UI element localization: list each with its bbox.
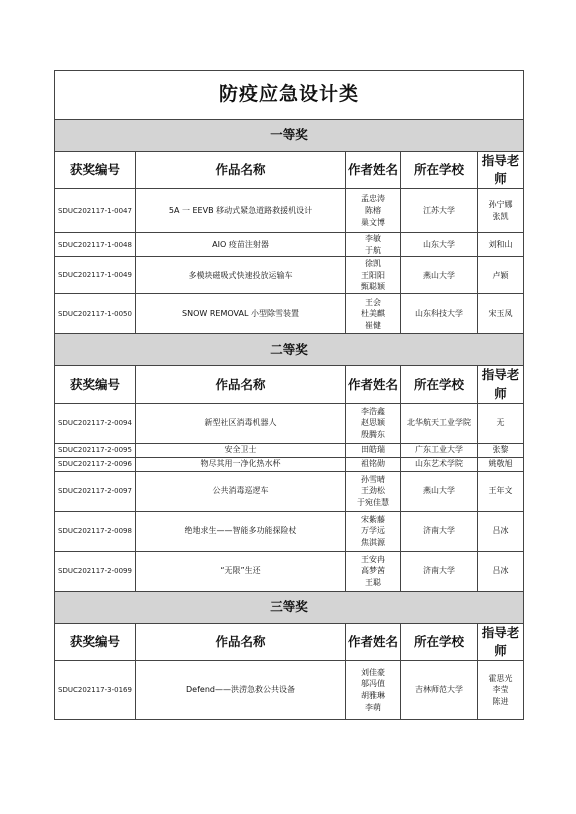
work-name-header: 作品名称: [136, 366, 346, 403]
award-id-cell: SDUC202117-2-0098: [55, 511, 136, 551]
advisor-name: 李莹: [492, 685, 509, 695]
school-cell: 北华航天工业学院: [401, 403, 478, 443]
advisor-header: 指导老师: [478, 152, 524, 189]
advisor-name: 无: [496, 418, 505, 428]
advisor-name: 霍思光: [488, 673, 513, 683]
advisor-cell: [478, 294, 524, 334]
award-id-cell: SDUC202117-1-0047: [55, 189, 136, 233]
school-cell: 广东工业大学: [401, 443, 478, 457]
work-name-cell: 新型社区消毒机器人: [136, 403, 346, 443]
award-id-cell: SDUC202117-2-0094: [55, 403, 136, 443]
advisor-name: 刘和山: [488, 240, 513, 250]
author-name: 邬冯值: [361, 679, 385, 689]
school-header: 所在学校: [401, 623, 478, 660]
column-header-row: [55, 366, 524, 403]
author-name: 甄聪颖: [361, 282, 385, 292]
award-id-cell: SDUC202117-1-0048: [55, 233, 136, 257]
school-cell: 山东大学: [401, 233, 478, 257]
author-name: 杜美麒: [361, 309, 385, 319]
author-name: 王安冉: [361, 554, 385, 564]
advisor-name: 宋玉凤: [488, 309, 513, 319]
author-name: 祖铭勋: [361, 459, 385, 469]
author-name: 殷腾东: [361, 429, 385, 439]
table-row: [55, 551, 524, 591]
author-header: 作者姓名: [346, 366, 401, 403]
author-name: 高梦茜: [361, 566, 385, 576]
award-id-cell: SDUC202117-1-0049: [55, 257, 136, 294]
author-cell: [346, 471, 401, 511]
author-name: 刘佳豪: [361, 667, 385, 677]
author-name: 崔健: [365, 320, 381, 330]
author-cell: [346, 551, 401, 591]
advisor-cell: [478, 233, 524, 257]
work-name-cell: 绝地求生——智能多功能探险杖: [136, 511, 346, 551]
advisor-cell: [478, 443, 524, 457]
advisor-header: 指导老师: [478, 366, 524, 403]
author-name: 于宛佳慧: [357, 497, 389, 507]
table-row: [55, 403, 524, 443]
work-name-cell: SNOW REMOVAL 小型除雪装置: [136, 294, 346, 334]
advisor-name: 孙宁娜: [488, 200, 513, 210]
advisor-cell: [478, 471, 524, 511]
author-cell: [346, 189, 401, 233]
advisor-name: 张凯: [492, 211, 509, 221]
author-name: 孙雪晴: [361, 474, 385, 484]
work-name-header: 作品名称: [136, 623, 346, 660]
advisor-name: 王年文: [488, 486, 513, 496]
author-cell: [346, 294, 401, 334]
author-name: 王劲松: [361, 486, 385, 496]
section-row: [55, 591, 524, 623]
page-title: 防疫应急设计类: [55, 71, 524, 120]
award-id-header: 获奖编号: [55, 623, 136, 660]
award-level-title: 三等奖: [55, 591, 524, 623]
author-cell: [346, 233, 401, 257]
author-cell: [346, 257, 401, 294]
author-cell: [346, 443, 401, 457]
award-level-title: 一等奖: [55, 120, 524, 152]
school-cell: 济南大学: [401, 551, 478, 591]
author-name: 巢文博: [361, 217, 385, 227]
school-cell: 江苏大学: [401, 189, 478, 233]
advisor-name: 卢颖: [492, 270, 509, 280]
award-table-body: [55, 71, 524, 720]
school-header: 所在学校: [401, 366, 478, 403]
work-name-cell: Defend——洪涝急救公共设备: [136, 660, 346, 719]
author-name: 王会: [365, 297, 381, 307]
advisor-name: 吕冰: [492, 566, 509, 576]
advisor-cell: [478, 403, 524, 443]
section-row: [55, 334, 524, 366]
advisor-name: 吕冰: [492, 526, 509, 536]
section-row: [55, 120, 524, 152]
author-name: 宋紫藤: [361, 514, 385, 524]
author-name: 于航: [365, 245, 381, 255]
author-name: 赵思颖: [361, 418, 385, 428]
advisor-cell: [478, 257, 524, 294]
table-row: [55, 233, 524, 257]
column-header-row: [55, 623, 524, 660]
award-id-cell: SDUC202117-2-0095: [55, 443, 136, 457]
award-table: [54, 70, 524, 720]
author-name: 焦淇源: [361, 537, 385, 547]
work-name-cell: AIO 疫苗注射器: [136, 233, 346, 257]
author-name: 孟忠涛: [361, 194, 385, 204]
work-name-cell: 多模块磁吸式快速投放运输车: [136, 257, 346, 294]
award-id-cell: SDUC202117-2-0096: [55, 457, 136, 471]
school-cell: 济南大学: [401, 511, 478, 551]
table-row: [55, 294, 524, 334]
work-name-cell: 安全卫士: [136, 443, 346, 457]
advisor-cell: [478, 511, 524, 551]
author-name: 胡雅琳: [361, 690, 385, 700]
author-name: 陈榕: [365, 205, 381, 215]
author-cell: [346, 457, 401, 471]
school-header: 所在学校: [401, 152, 478, 189]
award-id-header: 获奖编号: [55, 152, 136, 189]
table-row: [55, 257, 524, 294]
table-row: [55, 443, 524, 457]
advisor-cell: [478, 457, 524, 471]
work-name-cell: 公共消毒巡逻车: [136, 471, 346, 511]
work-name-header: 作品名称: [136, 152, 346, 189]
author-name: 徐凯: [365, 259, 381, 269]
table-row: [55, 660, 524, 719]
advisor-name: 姚敬旭: [488, 459, 513, 469]
school-cell: 山东艺术学院: [401, 457, 478, 471]
advisor-cell: [478, 551, 524, 591]
advisor-header: 指导老师: [478, 623, 524, 660]
advisor-cell: [478, 189, 524, 233]
author-header: 作者姓名: [346, 152, 401, 189]
author-name: 王阳阳: [361, 270, 385, 280]
school-cell: 山东科技大学: [401, 294, 478, 334]
award-sheet: [54, 70, 523, 720]
advisor-name: 张黎: [492, 445, 509, 455]
award-level-title: 二等奖: [55, 334, 524, 366]
author-cell: [346, 511, 401, 551]
table-row: [55, 189, 524, 233]
author-cell: [346, 660, 401, 719]
work-name-cell: 物尽其用一净化热水杯: [136, 457, 346, 471]
author-name: 田皓瑞: [361, 445, 385, 455]
work-name-cell: 5A 一 EEVB 移动式紧急道路救援机设计: [136, 189, 346, 233]
author-name: 万学远: [361, 526, 385, 536]
table-row: [55, 511, 524, 551]
author-name: 李敏: [365, 234, 381, 244]
table-row: [55, 471, 524, 511]
author-header: 作者姓名: [346, 623, 401, 660]
school-cell: 燕山大学: [401, 257, 478, 294]
table-row: [55, 457, 524, 471]
title-row: [55, 71, 524, 120]
award-id-header: 获奖编号: [55, 366, 136, 403]
work-name-cell: “无限”生还: [136, 551, 346, 591]
author-name: 李萌: [365, 702, 381, 712]
award-id-cell: SDUC202117-1-0050: [55, 294, 136, 334]
author-name: 王聪: [365, 577, 381, 587]
author-name: 李浩鑫: [361, 406, 385, 416]
school-cell: 燕山大学: [401, 471, 478, 511]
author-cell: [346, 403, 401, 443]
advisor-cell: [478, 660, 524, 719]
advisor-name: 陈进: [492, 696, 509, 706]
award-id-cell: SDUC202117-2-0097: [55, 471, 136, 511]
school-cell: 吉林师范大学: [401, 660, 478, 719]
column-header-row: [55, 152, 524, 189]
award-id-cell: SDUC202117-3-0169: [55, 660, 136, 719]
award-id-cell: SDUC202117-2-0099: [55, 551, 136, 591]
